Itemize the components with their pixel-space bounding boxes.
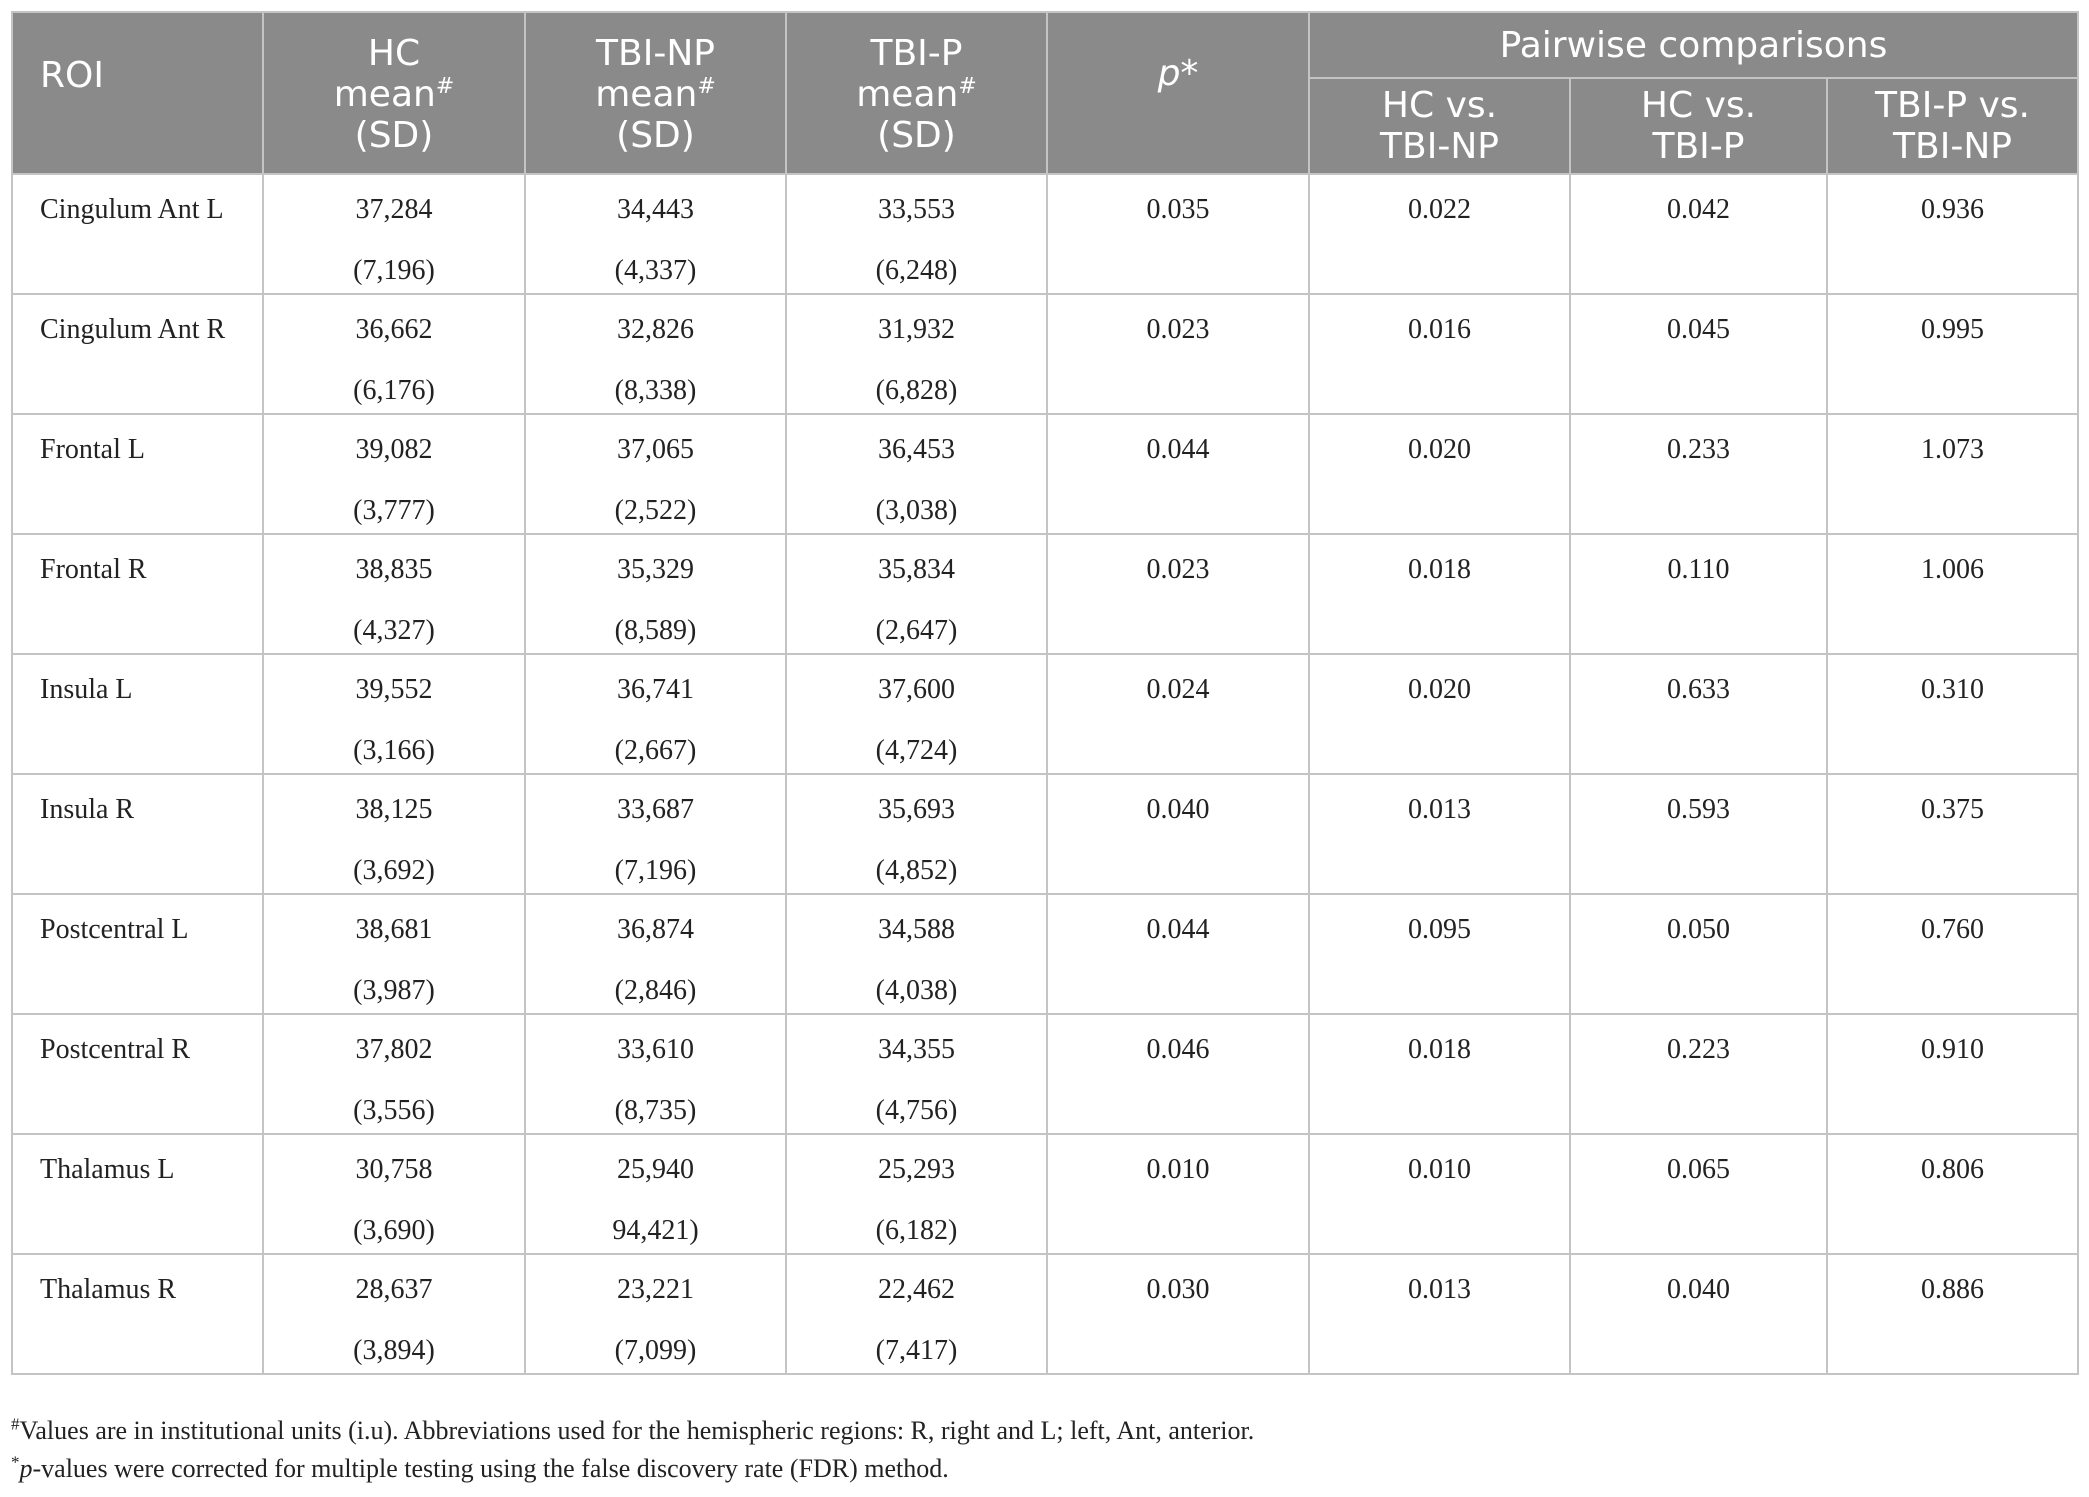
roi-value: Frontal R [40, 554, 147, 585]
hc-value: 28,637 [355, 1274, 433, 1305]
tbi-np-sd: 94,421) [612, 1215, 699, 1246]
tbi-p-vs-tbi-np-cell [1827, 894, 2078, 1014]
hc-vs-tbi-p-cell [1570, 174, 1827, 294]
tbi-p-vs-tbi-np-value: 0.936 [1921, 194, 1985, 225]
hc-vs-tbi-np-value: 0.020 [1408, 674, 1471, 705]
hc-cell [263, 654, 525, 774]
tbi-p-sd: (6,828) [875, 375, 958, 406]
hc-sd: (4,327) [353, 615, 435, 646]
hc-vs-tbi-np-value: 0.013 [1408, 1274, 1471, 1305]
hc-vs-tbi-np-value: 0.018 [1408, 1034, 1471, 1065]
tbi-p-sd: (3,038) [875, 495, 958, 526]
p-value-cell [1047, 534, 1309, 654]
tbi-np-value: 23,221 [617, 1274, 694, 1305]
tbi-p-vs-tbi-np-cell [1827, 654, 2078, 774]
tbi-np-cell [525, 174, 786, 294]
table-row [12, 1014, 2078, 1134]
p-value-cell [1047, 894, 1309, 1014]
p-value-value: 0.035 [1146, 194, 1210, 225]
header-tbi-np: TBI-NP mean# (SD) [525, 12, 786, 174]
hc-vs-tbi-p-cell [1570, 294, 1827, 414]
hc-vs-tbi-np-cell [1309, 294, 1570, 414]
roi-cell [12, 774, 263, 894]
footnote-units: #Values are in institutional units (i.u). Abbreviations used for the hemispheric regions: R, right and L; left, Ant, anterior. [11, 1414, 1255, 1445]
tbi-p-vs-tbi-np-value: 1.073 [1921, 434, 1985, 465]
hc-sd: (7,196) [353, 255, 435, 286]
p-value-value: 0.010 [1146, 1154, 1210, 1185]
tbi-np-cell [525, 1134, 786, 1254]
tbi-np-cell [525, 1014, 786, 1134]
hc-value: 37,802 [355, 1034, 433, 1065]
hc-vs-tbi-np-value: 0.095 [1408, 914, 1471, 945]
tbi-p-vs-tbi-np-cell [1827, 534, 2078, 654]
hc-cell [263, 894, 525, 1014]
tbi-p-value: 36,453 [878, 434, 955, 465]
hc-cell [263, 174, 525, 294]
tbi-np-value: 32,826 [617, 314, 694, 345]
hc-vs-tbi-p-value: 0.233 [1667, 434, 1730, 465]
header-pairwise: Pairwise comparisons [1309, 12, 2078, 78]
tbi-np-value: 35,329 [617, 554, 694, 585]
tbi-np-cell [525, 534, 786, 654]
tbi-p-vs-tbi-np-cell [1827, 1134, 2078, 1254]
header-hc: HC mean# (SD) [263, 12, 525, 174]
hc-vs-tbi-p-cell [1570, 1254, 1827, 1374]
hc-value: 38,835 [355, 554, 433, 585]
table-header [12, 12, 2078, 174]
tbi-p-sd: (4,852) [875, 855, 958, 886]
roi-cell [12, 294, 263, 414]
hc-vs-tbi-np-cell [1309, 174, 1570, 294]
tbi-p-sd: (7,417) [875, 1335, 958, 1366]
hc-cell [263, 534, 525, 654]
hc-cell [263, 294, 525, 414]
tbi-p-vs-tbi-np-value: 0.995 [1921, 314, 1985, 345]
roi-cell [12, 414, 263, 534]
hc-sd: (3,690) [353, 1215, 435, 1246]
header-tbi-p: TBI-P mean# (SD) [786, 12, 1047, 174]
hc-vs-tbi-p-cell [1570, 1014, 1827, 1134]
hc-vs-tbi-p-cell [1570, 414, 1827, 534]
hc-vs-tbi-p-value: 0.050 [1667, 914, 1730, 945]
p-value-value: 0.046 [1146, 1034, 1210, 1065]
hc-cell [263, 1254, 525, 1374]
tbi-p-cell [786, 1014, 1047, 1134]
tbi-p-vs-tbi-np-cell [1827, 294, 2078, 414]
tbi-p-vs-tbi-np-cell [1827, 1014, 2078, 1134]
p-value-value: 0.023 [1146, 554, 1210, 585]
tbi-np-sd: (7,099) [614, 1335, 697, 1366]
tbi-np-cell [525, 654, 786, 774]
tbi-np-cell [525, 774, 786, 894]
roi-cell [12, 1254, 263, 1374]
roi-value: Frontal L [40, 434, 145, 465]
roi-cell [12, 894, 263, 1014]
hc-vs-tbi-np-cell [1309, 894, 1570, 1014]
tbi-p-value: 35,693 [878, 794, 955, 825]
hc-sd: (3,987) [353, 975, 435, 1006]
roi-cell [12, 654, 263, 774]
tbi-np-sd: (2,522) [614, 495, 697, 526]
hc-vs-tbi-p-value: 0.065 [1667, 1154, 1730, 1185]
tbi-p-vs-tbi-np-value: 0.310 [1921, 674, 1985, 705]
tbi-p-cell [786, 414, 1047, 534]
hc-vs-tbi-np-value: 0.018 [1408, 554, 1471, 585]
tbi-np-cell [525, 294, 786, 414]
hc-vs-tbi-p-value: 0.593 [1667, 794, 1730, 825]
header-hc-vs-tbi-np: HC vs. TBI-NP [1309, 78, 1570, 174]
hc-vs-tbi-p-value: 0.110 [1667, 554, 1730, 585]
tbi-p-value: 34,355 [878, 1034, 955, 1065]
header-tbi-p-vs-tbi-np: TBI-P vs. TBI-NP [1827, 78, 2078, 174]
header-roi: ROI [12, 12, 263, 174]
p-value-cell [1047, 1014, 1309, 1134]
hc-vs-tbi-p-value: 0.040 [1667, 1274, 1730, 1305]
hc-vs-tbi-np-cell [1309, 534, 1570, 654]
roi-value: Thalamus R [40, 1274, 177, 1305]
header-p-value: p* [1047, 12, 1309, 174]
tbi-p-vs-tbi-np-cell [1827, 414, 2078, 534]
hc-vs-tbi-np-value: 0.010 [1408, 1154, 1471, 1185]
tbi-np-sd: (8,589) [614, 615, 697, 646]
hc-sd: (3,692) [353, 855, 435, 886]
tbi-np-sd: (2,667) [614, 735, 697, 766]
tbi-np-sd: (7,196) [614, 855, 697, 886]
tbi-p-value: 31,932 [878, 314, 955, 345]
table-row [12, 534, 2078, 654]
tbi-p-cell [786, 1134, 1047, 1254]
tbi-np-value: 37,065 [617, 434, 694, 465]
tbi-p-vs-tbi-np-cell [1827, 774, 2078, 894]
hc-vs-tbi-p-cell [1570, 654, 1827, 774]
tbi-p-cell [786, 774, 1047, 894]
roi-value: Postcentral L [40, 914, 189, 945]
tbi-p-sd: (2,647) [875, 615, 958, 646]
roi-cell [12, 174, 263, 294]
tbi-p-value: 37,600 [878, 674, 955, 705]
results-table [11, 11, 2079, 1375]
table-row [12, 294, 2078, 414]
p-value-cell [1047, 774, 1309, 894]
hc-vs-tbi-np-cell [1309, 414, 1570, 534]
tbi-p-vs-tbi-np-cell [1827, 1254, 2078, 1374]
hc-vs-tbi-np-value: 0.020 [1408, 434, 1471, 465]
roi-value: Postcentral R [40, 1034, 191, 1065]
header-hc-vs-tbi-p: HC vs. TBI-P [1570, 78, 1827, 174]
hc-vs-tbi-np-cell [1309, 1254, 1570, 1374]
tbi-p-value: 35,834 [878, 554, 955, 585]
roi-cell [12, 534, 263, 654]
hc-vs-tbi-np-value: 0.022 [1408, 194, 1471, 225]
hc-sd: (3,556) [353, 1095, 435, 1126]
hc-vs-tbi-p-cell [1570, 894, 1827, 1014]
tbi-np-value: 25,940 [617, 1154, 694, 1185]
hc-sd: (3,166) [353, 735, 435, 766]
tbi-p-vs-tbi-np-value: 0.806 [1921, 1154, 1985, 1185]
hc-vs-tbi-p-cell [1570, 534, 1827, 654]
tbi-np-cell [525, 894, 786, 1014]
footnotes [11, 1412, 1254, 1488]
roi-value: Insula L [40, 674, 133, 705]
tbi-p-vs-tbi-np-value: 0.375 [1921, 794, 1985, 825]
tbi-p-sd: (4,756) [875, 1095, 958, 1126]
table-row [12, 894, 2078, 1014]
roi-value: Thalamus L [40, 1154, 175, 1185]
tbi-p-cell [786, 1254, 1047, 1374]
table-row [12, 1134, 2078, 1254]
hc-value: 36,662 [355, 314, 433, 345]
hc-cell [263, 774, 525, 894]
p-value-value: 0.044 [1146, 914, 1210, 945]
p-value-value: 0.044 [1146, 434, 1210, 465]
tbi-p-value: 25,293 [878, 1154, 955, 1185]
footnote-fdr: *p-values were corrected for multiple testing using the false discovery rate (FDR) method. [11, 1452, 949, 1483]
p-value-value: 0.024 [1146, 674, 1210, 705]
p-value-cell [1047, 294, 1309, 414]
tbi-p-vs-tbi-np-value: 0.760 [1921, 914, 1985, 945]
tbi-np-sd: (4,337) [614, 255, 697, 286]
hc-vs-tbi-p-cell [1570, 1134, 1827, 1254]
hc-sd: (6,176) [353, 375, 435, 406]
tbi-p-cell [786, 894, 1047, 1014]
tbi-p-sd: (6,182) [875, 1215, 958, 1246]
hc-cell [263, 414, 525, 534]
tbi-p-sd: (4,038) [875, 975, 958, 1006]
hc-vs-tbi-np-cell [1309, 1014, 1570, 1134]
tbi-np-value: 33,687 [617, 794, 694, 825]
hc-vs-tbi-p-value: 0.223 [1667, 1034, 1730, 1065]
hc-vs-tbi-p-value: 0.042 [1667, 194, 1730, 225]
hc-vs-tbi-np-cell [1309, 1134, 1570, 1254]
p-value-value: 0.030 [1146, 1274, 1210, 1305]
tbi-np-value: 34,443 [617, 194, 694, 225]
tbi-np-sd: (8,735) [614, 1095, 697, 1126]
hc-sd: (3,894) [353, 1335, 435, 1366]
table-container [11, 11, 2077, 1375]
hc-vs-tbi-p-value: 0.633 [1667, 674, 1730, 705]
tbi-np-value: 36,741 [617, 674, 694, 705]
hc-vs-tbi-np-value: 0.016 [1408, 314, 1471, 345]
tbi-np-cell [525, 1254, 786, 1374]
tbi-np-sd: (8,338) [614, 375, 697, 406]
tbi-p-vs-tbi-np-value: 0.886 [1921, 1274, 1985, 1305]
table-row [12, 1254, 2078, 1374]
tbi-p-vs-tbi-np-cell [1827, 174, 2078, 294]
hc-sd: (3,777) [353, 495, 435, 526]
tbi-p-vs-tbi-np-value: 1.006 [1921, 554, 1985, 585]
tbi-p-cell [786, 534, 1047, 654]
hc-cell [263, 1134, 525, 1254]
hc-cell [263, 1014, 525, 1134]
tbi-p-sd: (4,724) [875, 735, 958, 766]
table-row [12, 174, 2078, 294]
roi-value: Cingulum Ant L [40, 194, 224, 225]
hc-value: 30,758 [355, 1154, 433, 1185]
hc-vs-tbi-p-value: 0.045 [1667, 314, 1730, 345]
table-row [12, 654, 2078, 774]
p-value-cell [1047, 174, 1309, 294]
tbi-p-cell [786, 294, 1047, 414]
p-value-cell [1047, 654, 1309, 774]
table-row [12, 414, 2078, 534]
table-row [12, 774, 2078, 894]
hc-value: 37,284 [355, 194, 433, 225]
roi-cell [12, 1134, 263, 1254]
hc-vs-tbi-np-value: 0.013 [1408, 794, 1471, 825]
roi-value: Cingulum Ant R [40, 314, 226, 345]
tbi-p-cell [786, 654, 1047, 774]
tbi-p-cell [786, 174, 1047, 294]
tbi-p-value: 33,553 [878, 194, 955, 225]
hc-value: 39,552 [355, 674, 433, 705]
tbi-p-value: 22,462 [878, 1274, 955, 1305]
tbi-p-sd: (6,248) [875, 255, 958, 286]
table-body [12, 174, 2078, 1374]
tbi-np-sd: (2,846) [614, 975, 697, 1006]
hc-vs-tbi-np-cell [1309, 774, 1570, 894]
p-value-cell [1047, 414, 1309, 534]
p-value-value: 0.023 [1146, 314, 1210, 345]
p-value-cell [1047, 1254, 1309, 1374]
tbi-np-value: 33,610 [617, 1034, 694, 1065]
tbi-np-value: 36,874 [617, 914, 694, 945]
hc-value: 38,125 [355, 794, 433, 825]
p-value-value: 0.040 [1146, 794, 1210, 825]
tbi-np-cell [525, 414, 786, 534]
hc-vs-tbi-np-cell [1309, 654, 1570, 774]
p-value-cell [1047, 1134, 1309, 1254]
hc-vs-tbi-p-cell [1570, 774, 1827, 894]
hc-value: 38,681 [355, 914, 433, 945]
tbi-p-vs-tbi-np-value: 0.910 [1921, 1034, 1985, 1065]
tbi-p-value: 34,588 [878, 914, 955, 945]
roi-cell [12, 1014, 263, 1134]
roi-value: Insula R [40, 794, 135, 825]
hc-value: 39,082 [355, 434, 433, 465]
